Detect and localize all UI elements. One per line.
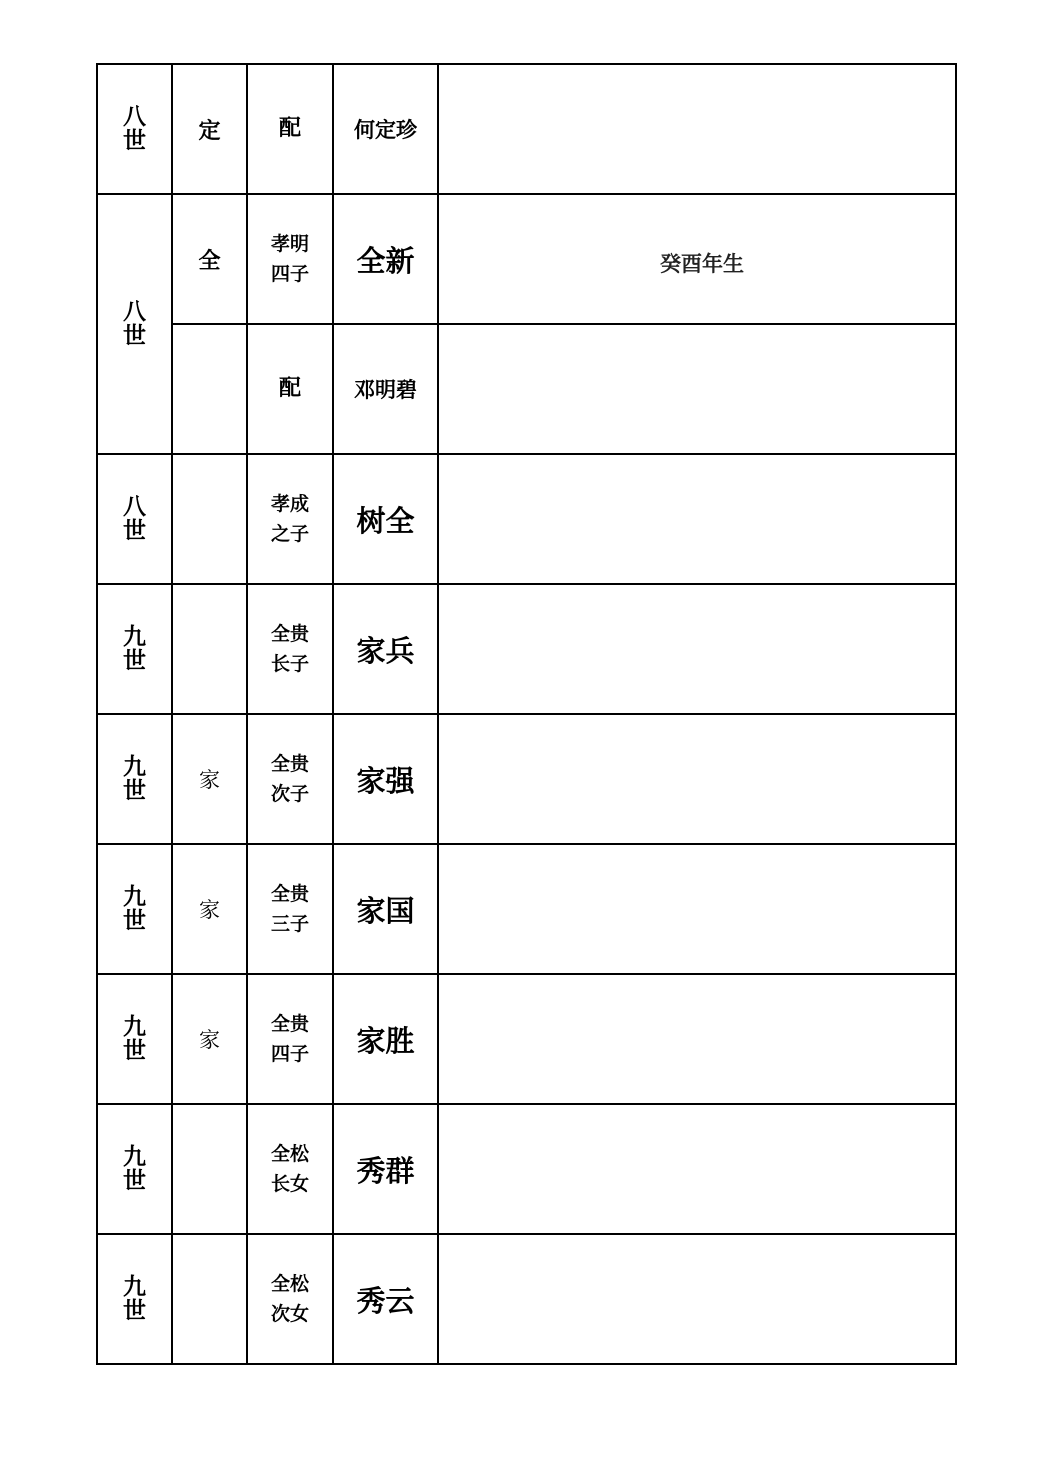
note-cell bbox=[438, 324, 956, 454]
generation-cell bbox=[97, 974, 172, 1104]
name-cell bbox=[333, 1104, 438, 1234]
generation-cell bbox=[97, 64, 172, 194]
generation-cell bbox=[97, 844, 172, 974]
note-text bbox=[439, 515, 955, 523]
table-row bbox=[97, 584, 956, 714]
person-name: 秀云 bbox=[356, 1283, 415, 1318]
char-cell bbox=[172, 324, 247, 454]
note-cell bbox=[438, 974, 956, 1104]
generation-label: 九世 bbox=[123, 622, 146, 674]
name-cell bbox=[333, 714, 438, 844]
person-name: 全新 bbox=[356, 243, 415, 278]
relation-cell bbox=[247, 714, 333, 844]
table-row bbox=[97, 714, 956, 844]
relation-cell bbox=[247, 974, 333, 1104]
generation-char: 定 bbox=[198, 117, 221, 144]
relation-cell bbox=[247, 844, 333, 974]
genealogy-table bbox=[96, 63, 957, 1365]
generation-label: 八世 bbox=[123, 297, 146, 349]
name-cell bbox=[333, 454, 438, 584]
name-cell bbox=[333, 844, 438, 974]
name-cell bbox=[333, 64, 438, 194]
char-cell bbox=[172, 64, 247, 194]
char-cell bbox=[172, 1234, 247, 1364]
relation-cell bbox=[247, 194, 333, 324]
char-cell bbox=[172, 714, 247, 844]
note-cell bbox=[438, 194, 956, 324]
relation-label: 孝明四子 bbox=[270, 232, 309, 285]
generation-cell bbox=[97, 194, 172, 454]
table-row bbox=[97, 194, 956, 324]
note-text bbox=[439, 645, 955, 653]
relation-cell bbox=[247, 1104, 333, 1234]
char-cell bbox=[172, 194, 247, 324]
relation-label: 全贵四子 bbox=[270, 1012, 309, 1065]
note-cell bbox=[438, 64, 956, 194]
person-name: 秀群 bbox=[356, 1153, 415, 1188]
note-text bbox=[439, 1035, 955, 1043]
person-name: 邓明碧 bbox=[354, 377, 417, 402]
note-text bbox=[439, 385, 955, 393]
generation-cell bbox=[97, 454, 172, 584]
generation-cell bbox=[97, 1234, 172, 1364]
relation-label: 孝成之子 bbox=[270, 492, 309, 545]
generation-label: 九世 bbox=[123, 1012, 146, 1064]
note-text bbox=[439, 1295, 955, 1303]
name-cell bbox=[333, 324, 438, 454]
relation-cell bbox=[247, 584, 333, 714]
table-row bbox=[97, 64, 956, 194]
person-name: 树全 bbox=[356, 503, 415, 538]
person-name: 家强 bbox=[356, 763, 415, 798]
relation-cell bbox=[247, 64, 333, 194]
relation-label: 全松次女 bbox=[270, 1272, 309, 1325]
note-cell bbox=[438, 1104, 956, 1234]
name-cell bbox=[333, 584, 438, 714]
note-text: 癸酉年生 bbox=[660, 252, 744, 276]
generation-cell bbox=[97, 584, 172, 714]
generation-label: 九世 bbox=[123, 882, 146, 934]
note-cell bbox=[438, 714, 956, 844]
relation-label: 全贵三子 bbox=[270, 882, 309, 935]
person-name: 家兵 bbox=[356, 633, 415, 668]
relation-cell bbox=[247, 324, 333, 454]
table-row bbox=[97, 1234, 956, 1364]
generation-char: 家 bbox=[199, 1028, 220, 1052]
relation-label: 全贵次子 bbox=[270, 752, 309, 805]
note-cell bbox=[438, 584, 956, 714]
generation-char: 家 bbox=[199, 768, 220, 792]
person-name: 家国 bbox=[356, 893, 415, 928]
relation-label: 配 bbox=[278, 375, 301, 402]
relation-cell bbox=[247, 1234, 333, 1364]
table-row bbox=[97, 1104, 956, 1234]
generation-cell bbox=[97, 714, 172, 844]
char-cell bbox=[172, 584, 247, 714]
person-name: 家胜 bbox=[356, 1023, 415, 1058]
name-cell bbox=[333, 974, 438, 1104]
generation-char: 家 bbox=[199, 898, 220, 922]
generation-cell bbox=[97, 1104, 172, 1234]
table-row bbox=[97, 844, 956, 974]
note-cell bbox=[438, 844, 956, 974]
note-text bbox=[439, 905, 955, 913]
generation-label: 九世 bbox=[123, 1272, 146, 1324]
relation-cell bbox=[247, 454, 333, 584]
generation-char: 全 bbox=[198, 247, 221, 274]
note-text bbox=[439, 1165, 955, 1173]
generation-label: 九世 bbox=[123, 1142, 146, 1194]
char-cell bbox=[172, 1104, 247, 1234]
char-cell bbox=[172, 974, 247, 1104]
table-row bbox=[97, 974, 956, 1104]
generation-label: 八世 bbox=[123, 102, 146, 154]
table-row bbox=[97, 324, 956, 454]
note-text bbox=[439, 125, 955, 133]
generation-label: 九世 bbox=[123, 752, 146, 804]
person-name: 何定珍 bbox=[354, 117, 417, 142]
char-cell bbox=[172, 844, 247, 974]
generation-label: 八世 bbox=[123, 492, 146, 544]
note-cell bbox=[438, 1234, 956, 1364]
table-row bbox=[97, 454, 956, 584]
name-cell bbox=[333, 1234, 438, 1364]
name-cell bbox=[333, 194, 438, 324]
char-cell bbox=[172, 454, 247, 584]
note-cell bbox=[438, 454, 956, 584]
note-text bbox=[439, 775, 955, 783]
relation-label: 配 bbox=[278, 115, 301, 142]
relation-label: 全贵长子 bbox=[270, 622, 309, 675]
relation-label: 全松长女 bbox=[270, 1142, 309, 1195]
